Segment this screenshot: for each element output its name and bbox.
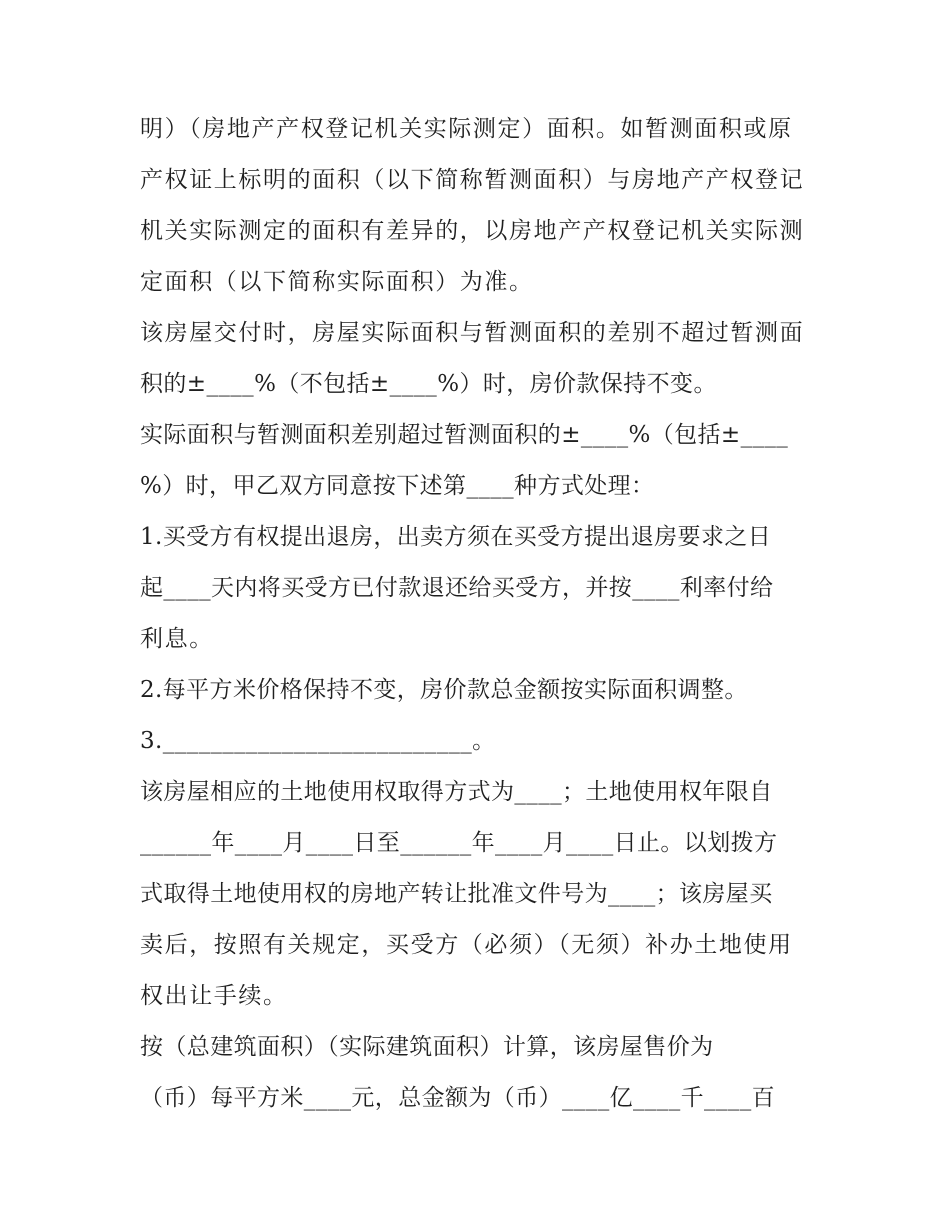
text-line: 权出让手续。 — [140, 983, 288, 1009]
text-line: 机关实际测定的面积有差异的，以房地产产权登记机关实际测 — [140, 218, 805, 244]
text-line: （币）每平方米____元，总金额为（币）____亿____千____百 — [140, 1085, 775, 1111]
text-line: 起____天内将买受方已付款退还给买受方，并按____利率付给 — [140, 575, 774, 601]
text-line: 产权证上标明的面积（以下简称暂测面积）与房地产产权登记 — [140, 167, 805, 193]
text-line: 积的±____%（不包括±____%）时，房价款保持不变。 — [140, 371, 717, 397]
text-line: 利息。 — [140, 626, 214, 652]
text-line: 定面积（以下简称实际面积）为准。 — [140, 269, 534, 295]
text-line: 3.__________________________。 — [140, 728, 496, 754]
text-line: %）时，甲乙双方同意按下述第____种方式处理： — [140, 473, 655, 499]
text-line: 卖后，按照有关规定，买受方（必须）（无须）补办土地使用 — [140, 932, 793, 958]
text-line: 实际面积与暂测面积差别超过暂测面积的±____%（包括±____ — [140, 422, 789, 448]
text-line: 该房屋交付时，房屋实际面积与暂测面积的差别不超过暂测面 — [140, 320, 805, 346]
text-line: 按（总建筑面积）（实际建筑面积）计算，该房屋售价为 — [140, 1034, 714, 1060]
text-line: 2.每平方米价格保持不变，房价款总金额按实际面积调整。 — [140, 677, 748, 703]
text-line: 式取得土地使用权的房地产转让批准文件号为____；该房屋买 — [140, 881, 773, 907]
text-line: 1.买受方有权提出退房，出卖方须在买受方提出退房要求之日 — [140, 524, 772, 550]
text-line: 明）（房地产产权登记机关实际测定）面积。如暂测面积或原 — [140, 116, 793, 142]
text-line: 该房屋相应的土地使用权取得方式为____；土地使用权年限自 — [140, 779, 773, 805]
document-body — [140, 104, 830, 1124]
text-line: ______年____月____日至______年____月____日止。以划拨方 — [140, 830, 778, 856]
